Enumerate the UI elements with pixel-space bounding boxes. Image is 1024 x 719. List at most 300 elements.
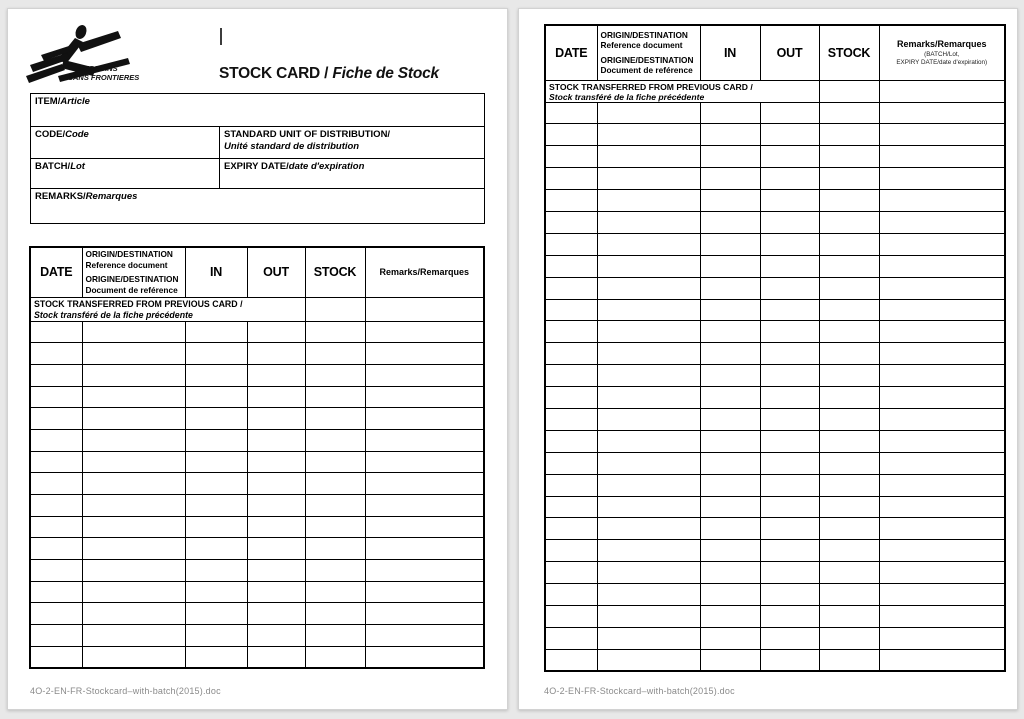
empty-cell[interactable] (760, 408, 819, 430)
empty-cell[interactable] (700, 277, 760, 299)
empty-cell[interactable] (879, 474, 1005, 496)
empty-cell[interactable] (185, 538, 247, 560)
empty-cell[interactable] (545, 124, 597, 146)
empty-cell[interactable] (305, 364, 365, 386)
empty-cell[interactable] (879, 387, 1005, 409)
batch-field[interactable] (31, 159, 220, 189)
empty-cell[interactable] (365, 451, 484, 473)
empty-cell[interactable] (879, 627, 1005, 649)
origin-line4: Document de reférence (600, 65, 693, 76)
empty-cell[interactable] (700, 190, 760, 212)
empty-cell[interactable] (305, 429, 365, 451)
empty-cell[interactable] (760, 430, 819, 452)
empty-cell[interactable] (545, 496, 597, 518)
empty-cell[interactable] (365, 516, 484, 538)
empty-cell[interactable] (247, 581, 305, 603)
empty-cell[interactable] (760, 649, 819, 671)
item-field[interactable] (31, 94, 485, 127)
empty-cell[interactable] (545, 365, 597, 387)
empty-cell[interactable] (545, 102, 597, 124)
empty-cell[interactable] (597, 605, 700, 627)
empty-cell[interactable] (185, 625, 247, 647)
empty-cell[interactable] (247, 560, 305, 582)
empty-cell[interactable] (597, 277, 700, 299)
table-row (545, 584, 1005, 606)
empty-cell[interactable] (82, 321, 185, 343)
empty-cell[interactable] (365, 364, 484, 386)
empty-cell[interactable] (305, 321, 365, 343)
empty-cell[interactable] (700, 649, 760, 671)
empty-cell[interactable] (545, 562, 597, 584)
table-row (545, 452, 1005, 474)
empty-cell[interactable] (819, 496, 879, 518)
unit-label-en: STANDARD UNIT OF DISTRIBUTION/ (224, 129, 391, 140)
table-body (545, 102, 1005, 671)
empty-cell[interactable] (760, 321, 819, 343)
empty-cell[interactable] (819, 562, 879, 584)
empty-cell[interactable] (819, 233, 879, 255)
empty-cell[interactable] (305, 625, 365, 647)
table-row (30, 408, 484, 430)
empty-cell[interactable] (760, 474, 819, 496)
empty-cell[interactable] (247, 429, 305, 451)
empty-cell[interactable] (760, 540, 819, 562)
transfer-label-cell (30, 297, 305, 321)
empty-cell[interactable] (365, 625, 484, 647)
empty-cell[interactable] (700, 255, 760, 277)
empty-cell[interactable] (545, 605, 597, 627)
empty-cell[interactable] (700, 146, 760, 168)
empty-cell[interactable] (545, 146, 597, 168)
empty-cell[interactable] (879, 540, 1005, 562)
empty-cell[interactable] (760, 365, 819, 387)
empty-cell[interactable] (819, 102, 879, 124)
empty-cell[interactable] (597, 124, 700, 146)
empty-cell[interactable] (879, 649, 1005, 671)
empty-cell[interactable] (760, 146, 819, 168)
empty-cell[interactable] (597, 211, 700, 233)
empty-cell[interactable] (879, 518, 1005, 540)
empty-cell[interactable] (597, 102, 700, 124)
empty-cell[interactable] (247, 473, 305, 495)
table-header (30, 247, 484, 297)
empty-cell[interactable] (597, 299, 700, 321)
empty-cell[interactable] (597, 452, 700, 474)
empty-cell[interactable] (185, 581, 247, 603)
empty-cell[interactable] (879, 190, 1005, 212)
empty-cell[interactable] (597, 430, 700, 452)
empty-cell[interactable] (545, 299, 597, 321)
empty-cell[interactable] (760, 387, 819, 409)
empty-cell[interactable] (819, 190, 879, 212)
empty-cell[interactable] (879, 299, 1005, 321)
empty-cell[interactable] (545, 649, 597, 671)
empty-cell[interactable] (545, 190, 597, 212)
empty-cell[interactable] (819, 146, 879, 168)
empty-cell[interactable] (545, 387, 597, 409)
empty-cell[interactable] (819, 518, 879, 540)
empty-cell[interactable] (597, 627, 700, 649)
empty-cell[interactable] (700, 124, 760, 146)
transfer-remarks-cell[interactable] (365, 297, 484, 321)
empty-cell[interactable] (760, 299, 819, 321)
empty-cell[interactable] (545, 343, 597, 365)
empty-cell[interactable] (30, 343, 82, 365)
empty-cell[interactable] (819, 168, 879, 190)
empty-cell[interactable] (700, 452, 760, 474)
empty-cell[interactable] (819, 211, 879, 233)
empty-cell[interactable] (597, 343, 700, 365)
empty-cell[interactable] (879, 584, 1005, 606)
transfer-stock-cell[interactable] (305, 297, 365, 321)
empty-cell[interactable] (247, 386, 305, 408)
empty-cell[interactable] (82, 451, 185, 473)
empty-cell[interactable] (879, 124, 1005, 146)
transfer-row (30, 297, 484, 321)
empty-cell[interactable] (700, 562, 760, 584)
empty-cell[interactable] (700, 343, 760, 365)
empty-cell[interactable] (305, 538, 365, 560)
empty-cell[interactable] (82, 364, 185, 386)
empty-cell[interactable] (185, 386, 247, 408)
empty-cell[interactable] (30, 364, 82, 386)
empty-cell[interactable] (365, 603, 484, 625)
table-row (30, 560, 484, 582)
stock-movements-table (29, 246, 485, 669)
empty-cell[interactable] (82, 625, 185, 647)
table-row (30, 343, 484, 365)
empty-cell[interactable] (760, 562, 819, 584)
table-row (545, 168, 1005, 190)
table-row (545, 277, 1005, 299)
empty-cell[interactable] (545, 627, 597, 649)
empty-cell[interactable] (760, 277, 819, 299)
empty-cell[interactable] (700, 474, 760, 496)
empty-cell[interactable] (597, 518, 700, 540)
empty-cell[interactable] (760, 124, 819, 146)
empty-cell[interactable] (879, 277, 1005, 299)
msf-logo (24, 23, 158, 87)
remarks-field[interactable] (31, 189, 485, 224)
origin-line4: Document de reférence (85, 284, 178, 295)
table-row (545, 562, 1005, 584)
empty-cell[interactable] (305, 343, 365, 365)
empty-cell[interactable] (30, 538, 82, 560)
empty-cell[interactable] (819, 430, 879, 452)
text-cursor (220, 28, 222, 45)
empty-cell[interactable] (365, 473, 484, 495)
empty-cell[interactable] (247, 364, 305, 386)
empty-cell[interactable] (597, 562, 700, 584)
table-row (545, 255, 1005, 277)
empty-cell[interactable] (185, 473, 247, 495)
table-row (30, 386, 484, 408)
empty-cell[interactable] (247, 408, 305, 430)
empty-cell[interactable] (819, 584, 879, 606)
empty-cell[interactable] (305, 408, 365, 430)
empty-cell[interactable] (760, 584, 819, 606)
empty-cell[interactable] (819, 343, 879, 365)
empty-cell[interactable] (82, 473, 185, 495)
empty-cell[interactable] (185, 560, 247, 582)
empty-cell[interactable] (82, 603, 185, 625)
empty-cell[interactable] (247, 646, 305, 668)
empty-cell[interactable] (879, 365, 1005, 387)
empty-cell[interactable] (365, 560, 484, 582)
empty-cell[interactable] (819, 387, 879, 409)
empty-cell[interactable] (82, 581, 185, 603)
empty-cell[interactable] (545, 408, 597, 430)
code-field[interactable] (31, 127, 220, 159)
document-page-2 (518, 8, 1018, 710)
empty-cell[interactable] (365, 343, 484, 365)
document-page-1 (7, 8, 508, 710)
empty-cell[interactable] (82, 386, 185, 408)
empty-cell[interactable] (30, 646, 82, 668)
empty-cell[interactable] (545, 540, 597, 562)
page-title (219, 65, 439, 83)
table-header (545, 25, 1005, 80)
table-row (545, 211, 1005, 233)
col-header-origin (82, 247, 185, 297)
empty-cell[interactable] (185, 516, 247, 538)
empty-cell[interactable] (82, 646, 185, 668)
empty-cell[interactable] (760, 168, 819, 190)
empty-cell[interactable] (879, 211, 1005, 233)
empty-cell[interactable] (247, 495, 305, 517)
code-label-en: CODE/ (35, 129, 66, 140)
empty-cell[interactable] (247, 321, 305, 343)
empty-cell[interactable] (879, 102, 1005, 124)
empty-cell[interactable] (597, 255, 700, 277)
item-label-en: ITEM/ (35, 96, 61, 107)
standard-unit-field[interactable] (220, 127, 485, 159)
empty-cell[interactable] (545, 430, 597, 452)
empty-cell[interactable] (760, 102, 819, 124)
col-header-in: IN (700, 25, 760, 80)
empty-cell[interactable] (82, 495, 185, 517)
empty-cell[interactable] (365, 581, 484, 603)
empty-cell[interactable] (247, 625, 305, 647)
empty-cell[interactable] (819, 649, 879, 671)
empty-cell[interactable] (247, 516, 305, 538)
empty-cell[interactable] (30, 429, 82, 451)
empty-cell[interactable] (760, 211, 819, 233)
empty-cell[interactable] (597, 146, 700, 168)
empty-cell[interactable] (365, 495, 484, 517)
empty-cell[interactable] (30, 625, 82, 647)
empty-cell[interactable] (305, 473, 365, 495)
empty-cell[interactable] (185, 321, 247, 343)
empty-cell[interactable] (819, 605, 879, 627)
empty-cell[interactable] (819, 365, 879, 387)
empty-cell[interactable] (597, 168, 700, 190)
empty-cell[interactable] (305, 495, 365, 517)
empty-cell[interactable] (82, 408, 185, 430)
col-header-remarks: Remarks/Remarques (365, 247, 484, 297)
empty-cell[interactable] (30, 560, 82, 582)
empty-cell[interactable] (760, 518, 819, 540)
empty-cell[interactable] (879, 168, 1005, 190)
empty-cell[interactable] (597, 408, 700, 430)
empty-cell[interactable] (247, 603, 305, 625)
empty-cell[interactable] (545, 255, 597, 277)
empty-cell[interactable] (365, 408, 484, 430)
empty-cell[interactable] (597, 233, 700, 255)
empty-cell[interactable] (597, 321, 700, 343)
empty-cell[interactable] (819, 124, 879, 146)
footer-filename: 4O-2-EN-FR-Stockcard–with-batch(2015).doc (544, 686, 735, 696)
table-row (545, 343, 1005, 365)
empty-cell[interactable] (597, 649, 700, 671)
empty-cell[interactable] (700, 168, 760, 190)
empty-cell[interactable] (30, 603, 82, 625)
transfer-stock-cell[interactable] (819, 80, 879, 102)
empty-cell[interactable] (879, 430, 1005, 452)
empty-cell[interactable] (700, 365, 760, 387)
empty-cell[interactable] (365, 646, 484, 668)
table-row (545, 430, 1005, 452)
empty-cell[interactable] (819, 627, 879, 649)
empty-cell[interactable] (700, 430, 760, 452)
empty-cell[interactable] (879, 343, 1005, 365)
empty-cell[interactable] (700, 387, 760, 409)
empty-cell[interactable] (30, 321, 82, 343)
empty-cell[interactable] (700, 605, 760, 627)
empty-cell[interactable] (597, 365, 700, 387)
empty-cell[interactable] (30, 408, 82, 430)
empty-cell[interactable] (305, 603, 365, 625)
empty-cell[interactable] (760, 190, 819, 212)
empty-cell[interactable] (30, 495, 82, 517)
empty-cell[interactable] (305, 516, 365, 538)
table-row (30, 429, 484, 451)
empty-cell[interactable] (185, 603, 247, 625)
empty-cell[interactable] (597, 496, 700, 518)
empty-cell[interactable] (545, 518, 597, 540)
empty-cell[interactable] (879, 408, 1005, 430)
empty-cell[interactable] (82, 538, 185, 560)
table-row (545, 605, 1005, 627)
empty-cell[interactable] (760, 496, 819, 518)
empty-cell[interactable] (700, 102, 760, 124)
empty-cell[interactable] (700, 211, 760, 233)
empty-cell[interactable] (247, 451, 305, 473)
empty-cell[interactable] (545, 277, 597, 299)
empty-cell[interactable] (760, 605, 819, 627)
empty-cell[interactable] (879, 321, 1005, 343)
empty-cell[interactable] (545, 474, 597, 496)
empty-cell[interactable] (760, 233, 819, 255)
empty-cell[interactable] (700, 627, 760, 649)
empty-cell[interactable] (545, 233, 597, 255)
empty-cell[interactable] (365, 386, 484, 408)
empty-cell[interactable] (247, 343, 305, 365)
empty-cell[interactable] (305, 560, 365, 582)
empty-cell[interactable] (365, 321, 484, 343)
empty-cell[interactable] (185, 408, 247, 430)
empty-cell[interactable] (760, 627, 819, 649)
empty-cell[interactable] (819, 255, 879, 277)
empty-cell[interactable] (819, 321, 879, 343)
empty-cell[interactable] (700, 408, 760, 430)
empty-cell[interactable] (879, 452, 1005, 474)
logo-text-line1: MEDECINS (78, 64, 118, 73)
empty-cell[interactable] (819, 299, 879, 321)
empty-cell[interactable] (365, 538, 484, 560)
empty-cell[interactable] (760, 255, 819, 277)
empty-cell[interactable] (185, 343, 247, 365)
empty-cell[interactable] (700, 540, 760, 562)
remarks-header-label: Remarks/Remarques (896, 38, 987, 49)
empty-cell[interactable] (30, 473, 82, 495)
empty-cell[interactable] (700, 233, 760, 255)
empty-cell[interactable] (545, 584, 597, 606)
empty-cell[interactable] (819, 277, 879, 299)
empty-cell[interactable] (365, 429, 484, 451)
empty-cell[interactable] (819, 408, 879, 430)
empty-cell[interactable] (819, 452, 879, 474)
empty-cell[interactable] (30, 516, 82, 538)
expiry-field[interactable] (220, 159, 485, 189)
empty-cell[interactable] (700, 299, 760, 321)
empty-cell[interactable] (185, 364, 247, 386)
transfer-remarks-cell[interactable] (879, 80, 1005, 102)
empty-cell[interactable] (760, 343, 819, 365)
empty-cell[interactable] (700, 496, 760, 518)
empty-cell[interactable] (305, 451, 365, 473)
empty-cell[interactable] (819, 540, 879, 562)
empty-cell[interactable] (185, 646, 247, 668)
empty-cell[interactable] (879, 233, 1005, 255)
empty-cell[interactable] (185, 495, 247, 517)
empty-cell[interactable] (305, 646, 365, 668)
empty-cell[interactable] (700, 584, 760, 606)
empty-cell[interactable] (30, 581, 82, 603)
empty-cell[interactable] (700, 321, 760, 343)
empty-cell[interactable] (597, 387, 700, 409)
empty-cell[interactable] (82, 429, 185, 451)
empty-cell[interactable] (879, 146, 1005, 168)
empty-cell[interactable] (879, 496, 1005, 518)
empty-cell[interactable] (305, 581, 365, 603)
empty-cell[interactable] (597, 584, 700, 606)
empty-cell[interactable] (185, 429, 247, 451)
empty-cell[interactable] (30, 451, 82, 473)
empty-cell[interactable] (879, 255, 1005, 277)
table-row (30, 603, 484, 625)
empty-cell[interactable] (82, 516, 185, 538)
empty-cell[interactable] (82, 560, 185, 582)
empty-cell[interactable] (305, 386, 365, 408)
empty-cell[interactable] (545, 168, 597, 190)
empty-cell[interactable] (545, 211, 597, 233)
empty-cell[interactable] (30, 386, 82, 408)
empty-cell[interactable] (82, 343, 185, 365)
empty-cell[interactable] (760, 452, 819, 474)
empty-cell[interactable] (597, 540, 700, 562)
empty-cell[interactable] (185, 451, 247, 473)
empty-cell[interactable] (819, 474, 879, 496)
empty-cell[interactable] (879, 562, 1005, 584)
empty-cell[interactable] (700, 518, 760, 540)
empty-cell[interactable] (545, 321, 597, 343)
empty-cell[interactable] (545, 452, 597, 474)
empty-cell[interactable] (247, 538, 305, 560)
empty-cell[interactable] (597, 474, 700, 496)
empty-cell[interactable] (597, 190, 700, 212)
empty-cell[interactable] (879, 605, 1005, 627)
